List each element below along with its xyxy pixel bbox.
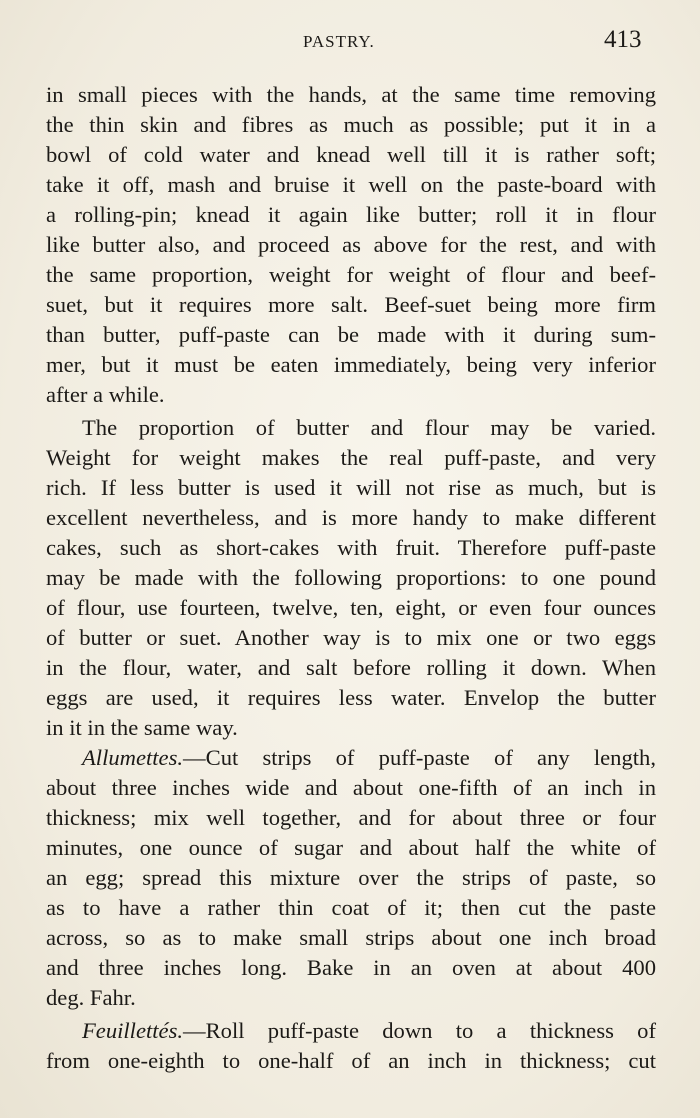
text-line: than butter, puff-paste can be made with it during sum- <box>46 322 656 347</box>
page-number: 413 <box>604 26 642 53</box>
text-line: after a while. <box>46 382 165 407</box>
text-line: from one-eighth to one-half of an inch in thickness; cut <box>46 1048 656 1073</box>
text-line: and three inches long. Bake in an oven at about 400 <box>46 955 656 980</box>
text-line: The proportion of butter and flour may be varied. <box>82 415 656 440</box>
text-line: the thin skin and fibres as much as possible; put it in a <box>46 112 656 137</box>
text-line: suet, but it requires more salt. Beef-suet being more firm <box>46 292 656 317</box>
paragraph <box>46 743 656 1013</box>
running-head <box>0 26 700 56</box>
text-line <box>46 743 656 773</box>
paragraph <box>46 80 656 410</box>
text-line: thickness; mix well together, and for about three or four <box>46 805 656 830</box>
text-line: a rolling-pin; knead it again like butter; roll it in flour <box>46 202 656 227</box>
text-line: across, so as to make small strips about one inch broad <box>46 925 656 950</box>
text-line: of flour, use fourteen, twelve, ten, eight, or even four ounces <box>46 595 656 620</box>
paragraph <box>46 1016 656 1076</box>
text-line: an egg; spread this mixture over the strips of paste, so <box>46 865 656 890</box>
text-line: may be made with the following proportions: to one pound <box>46 565 656 590</box>
paragraph <box>46 413 656 743</box>
text-line: in small pieces with the hands, at the same time removing <box>46 82 656 107</box>
text-line: in it in the same way. <box>46 715 238 740</box>
text-line: deg. Fahr. <box>46 985 136 1010</box>
text-line: minutes, one ounce of sugar and about half the white of <box>46 835 656 860</box>
text-line: Weight for weight makes the real puff-paste, and very <box>46 445 656 470</box>
recipe-name: Allumettes. <box>82 745 184 770</box>
text-line: the same proportion, weight for weight of flour and beef- <box>46 262 656 287</box>
text-line <box>46 1016 656 1046</box>
text-line: excellent nevertheless, and is more handy to make different <box>46 505 656 530</box>
chapter-title: PASTRY. <box>303 32 375 51</box>
text-line: about three inches wide and about one-fifth of an inch in <box>46 775 656 800</box>
text-line: of butter or suet. Another way is to mix one or two eggs <box>46 625 656 650</box>
body-text <box>46 80 656 1076</box>
text-line: mer, but it must be eaten immediately, being very inferior <box>46 352 656 377</box>
text-run: —Cut strips of puff-paste of any length, <box>183 745 656 770</box>
text-run: —Roll puff-paste down to a thickness of <box>183 1018 656 1043</box>
text-line: in the flour, water, and salt before rolling it down. When <box>46 655 656 680</box>
recipe-name: Feuillettés. <box>82 1018 184 1043</box>
text-line: take it off, mash and bruise it well on the paste-board with <box>46 172 656 197</box>
text-line: like butter also, and proceed as above for the rest, and with <box>46 232 656 257</box>
text-line: as to have a rather thin coat of it; then cut the paste <box>46 895 656 920</box>
text-line: rich. If less butter is used it will not rise as much, but is <box>46 475 656 500</box>
text-line: eggs are used, it requires less water. Envelop the butter <box>46 685 656 710</box>
text-line: cakes, such as short-cakes with fruit. Therefore puff-paste <box>46 535 656 560</box>
text-line: bowl of cold water and knead well till it is rather soft; <box>46 142 656 167</box>
